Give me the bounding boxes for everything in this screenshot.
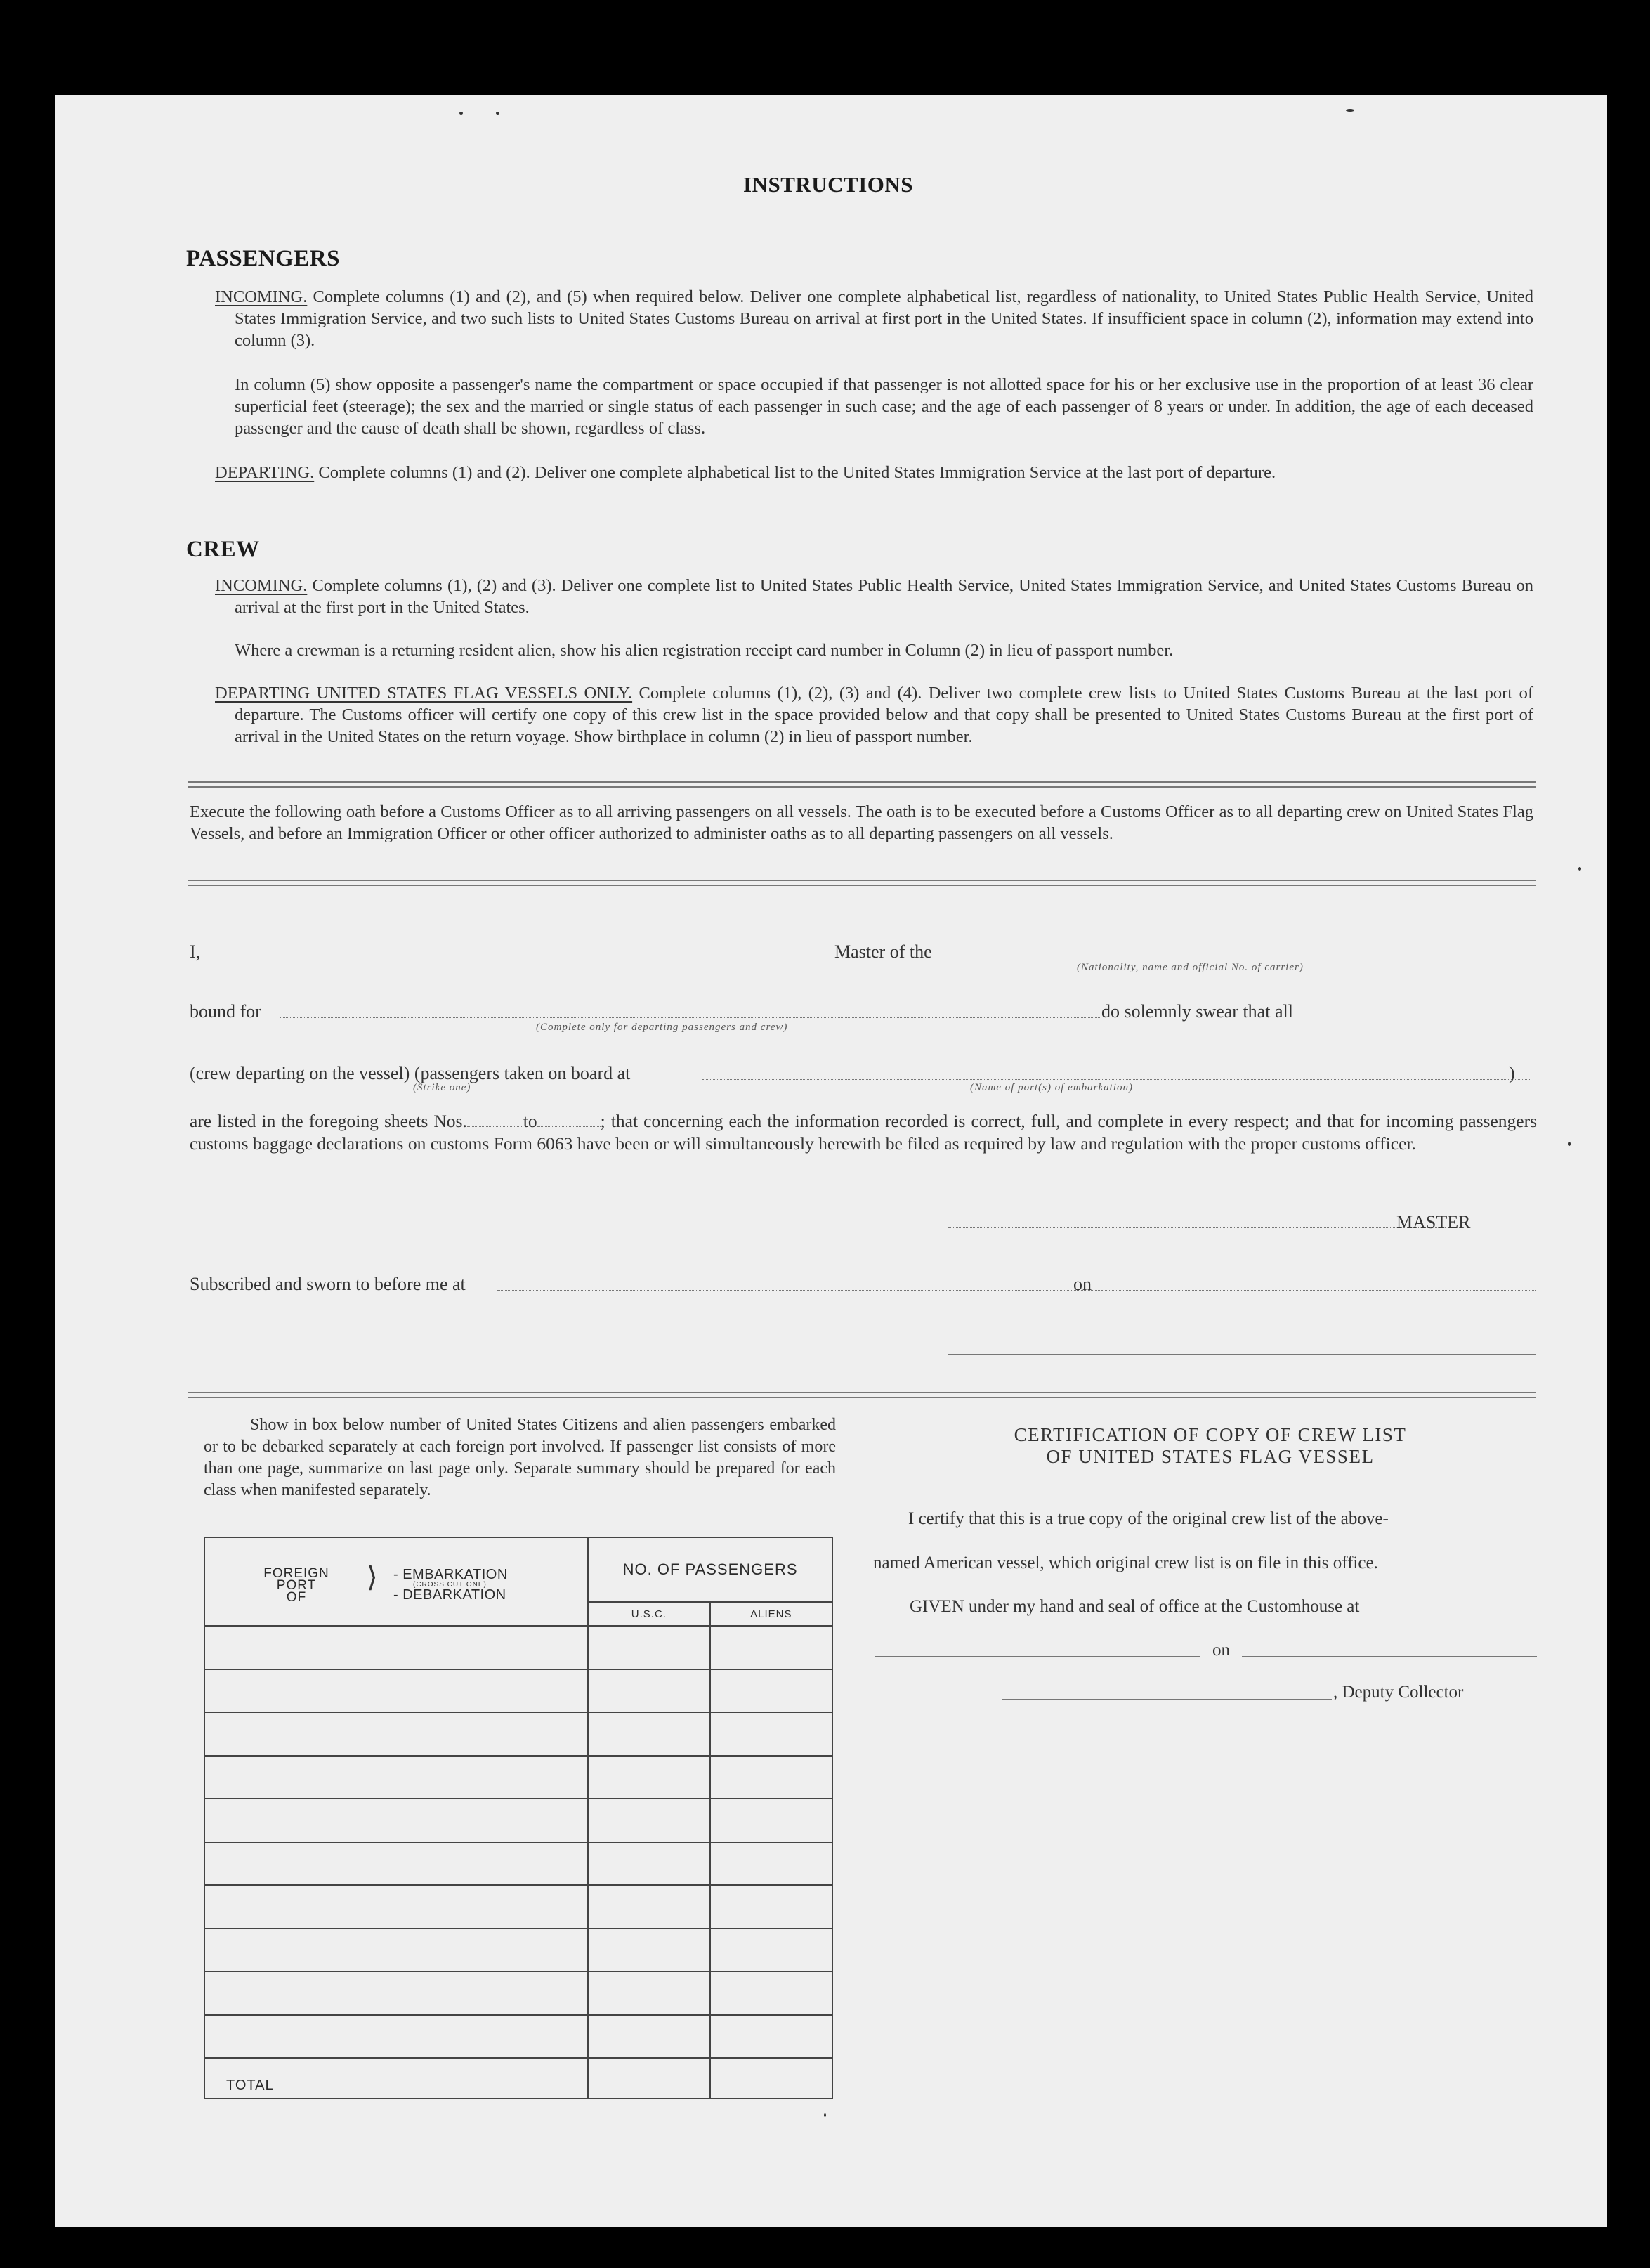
divider <box>188 781 1536 783</box>
passengers-departing-label: DEPARTING. <box>215 463 315 482</box>
certification-date-field[interactable] <box>1242 1656 1537 1657</box>
port-cell[interactable] <box>204 1799 588 1842</box>
no-of-passengers-header: NO. OF PASSENGERS <box>588 1537 832 1602</box>
crew-departing-text: Complete columns (1), (2), (3) and (4). Deliver two complete crew lists to United States Customs Bureau at the last port of departure. The Customs officer will certify one copy of this crew list in the space provided below and that copy shall be presented to United States Customs Bureau at the first port of arrival in the United States on the return voyage. Show birthplace in column (2) in lieu of passport number. <box>235 684 1533 746</box>
port-cell[interactable] <box>204 1929 588 1972</box>
crew-incoming-label: INCOMING. <box>215 576 308 595</box>
passengers-departing-paragraph <box>215 462 1533 483</box>
table-row <box>204 1885 832 1929</box>
port-caption: (Name of port(s) of embarkation) <box>970 1082 1133 1093</box>
close-paren: ) <box>1509 1063 1515 1083</box>
table-row <box>204 1972 832 2015</box>
usc-count-cell[interactable] <box>588 2015 709 2059</box>
port-label: PORT <box>276 1578 317 1593</box>
total-label: TOTAL <box>204 2058 588 2099</box>
port-cell[interactable] <box>204 1885 588 1929</box>
aliens-count-cell[interactable] <box>710 1712 832 1756</box>
total-aliens-cell[interactable] <box>710 2058 832 2099</box>
master-signature-field[interactable] <box>948 1227 1446 1228</box>
certification-on-label: on <box>1212 1641 1230 1660</box>
port-cell[interactable] <box>204 1972 588 2015</box>
aliens-count-cell[interactable] <box>710 1929 832 1972</box>
bracket-icon: ⟩ <box>367 1562 378 1593</box>
table-row <box>204 1929 832 1972</box>
table-row <box>204 1842 832 1886</box>
port-cell[interactable] <box>204 1669 588 1713</box>
do-swear-label: do solemnly swear that all <box>1101 1001 1293 1022</box>
table-row <box>204 1626 832 1669</box>
aliens-count-cell[interactable] <box>710 1842 832 1886</box>
crew-incoming-paragraph <box>215 575 1533 618</box>
deputy-collector-label: , Deputy Collector <box>1333 1683 1464 1702</box>
foreign-label: FOREIGN <box>263 1566 329 1581</box>
port-header-cell <box>204 1537 588 1626</box>
divider <box>188 885 1536 886</box>
subscribed-place-field[interactable] <box>497 1290 1117 1291</box>
oath-i-label: I, <box>190 941 201 962</box>
bound-for-label: bound for <box>190 1001 261 1022</box>
port-cell[interactable] <box>204 2015 588 2059</box>
usc-count-cell[interactable] <box>588 1972 709 2015</box>
deputy-collector-signature[interactable] <box>1002 1699 1332 1700</box>
usc-count-cell[interactable] <box>588 1626 709 1669</box>
crew-heading: CREW <box>186 537 260 562</box>
strike-caption: (Strike one) <box>413 1082 471 1093</box>
scan-speck <box>1578 867 1581 871</box>
customhouse-field[interactable] <box>875 1656 1200 1657</box>
aliens-count-cell[interactable] <box>710 1799 832 1842</box>
bound-caption: (Complete only for departing passengers and crew) <box>536 1022 788 1033</box>
passengers-heading: PASSENGERS <box>186 246 340 271</box>
divider <box>188 786 1536 788</box>
bound-for-field[interactable] <box>280 1017 1100 1018</box>
sheet-to-field[interactable] <box>537 1126 601 1127</box>
passengers-incoming-label: INCOMING. <box>215 287 308 306</box>
listed-text-b: ; that concerning each the information recorded is correct, full, and complete in every respect; and that for incoming passengers customs baggage declarations on customs Form 6063 have been or will simultaneously herewith be filed as required by law and regulation with the proper customs officer. <box>190 1111 1537 1154</box>
port-cell[interactable] <box>204 1626 588 1669</box>
aliens-count-cell[interactable] <box>710 1972 832 2015</box>
officer-signature-field[interactable] <box>948 1354 1536 1355</box>
crew-departing-label: (crew departing on the vessel) (passengers taken on board at <box>190 1063 631 1083</box>
usc-count-cell[interactable] <box>588 1842 709 1886</box>
crew-incoming-text: Complete columns (1), (2) and (3). Deliver one complete list to United States Public Health Service, United States Immigration Service, and United States Customs Bureau on arrival at the first port in the United States. <box>235 576 1533 617</box>
scan-speck <box>1568 1142 1571 1146</box>
table-row <box>204 2015 832 2059</box>
embarkation-port-field[interactable] <box>702 1079 1530 1080</box>
certification-given-text: GIVEN under my hand and seal of office at the Customhouse at <box>910 1597 1360 1616</box>
usc-count-cell[interactable] <box>588 1756 709 1799</box>
certification-text-line1: I certify that this is a true copy of the original crew list of the above- <box>908 1509 1389 1528</box>
debarkation-option[interactable]: - DEBARKATION <box>393 1587 506 1603</box>
crew-departing-label: DEPARTING UNITED STATES FLAG VESSELS ONLY. <box>215 684 633 703</box>
passenger-summary-table <box>204 1537 833 2099</box>
usc-count-cell[interactable] <box>588 1712 709 1756</box>
scan-speck <box>824 2113 826 2117</box>
scan-speck <box>496 112 499 115</box>
crew-resident-paragraph: Where a crewman is a returning resident alien, show his alien registration receipt card number in Column (2) in lieu of passport number. <box>235 641 1174 660</box>
subscribed-on-label: on <box>1073 1274 1092 1294</box>
aliens-count-cell[interactable] <box>710 1885 832 1929</box>
master-of-the-label: Master of the <box>834 941 932 962</box>
master-label: MASTER <box>1396 1212 1471 1232</box>
table-row <box>204 1756 832 1799</box>
aliens-count-cell[interactable] <box>710 1756 832 1799</box>
table-row <box>204 1712 832 1756</box>
aliens-count-cell[interactable] <box>710 1669 832 1713</box>
aliens-header: ALIENS <box>710 1602 832 1626</box>
page-title: INSTRUCTIONS <box>743 172 914 197</box>
scan-speck <box>459 112 463 115</box>
listed-paragraph <box>190 1110 1537 1155</box>
summary-instructions: Show in box below number of United States Citizens and alien passengers embarked or to be debarked separately at each foreign port involved. If passenger list consists of more than one page, summarize on last page only. Separate summary should be prepared for each class when manifested separately. <box>204 1416 836 1499</box>
oath-intro-paragraph: Execute the following oath before a Customs Officer as to all arriving passengers on all vessels. The oath is to be executed before a Customs Officer as to all departing crew on United States Flag Vessels, and before an Immigration Officer or other officer authorized to administer oaths as to all departing passengers on all vessels. <box>190 802 1533 843</box>
table-row <box>204 1669 832 1713</box>
usc-count-cell[interactable] <box>588 1669 709 1713</box>
listed-text-a: are listed in the foregoing sheets Nos. <box>190 1111 467 1131</box>
certification-text-line2: named American vessel, which original crew list is on file in this office. <box>873 1553 1378 1572</box>
passengers-column5-paragraph: In column (5) show opposite a passenger's name the compartment or space occupied if that passenger is not allotted space for his or her exclusive use in the proportion of at least 36 clear superficial feet (steerage); the sex and the married or single status of each passenger in such case; and the age of each passenger of 8 years or under. In addition, the age of each deceased passenger and the cause of death shall be shown, regardless of class. <box>235 375 1533 438</box>
table-row <box>204 1799 832 1842</box>
nationality-caption: (Nationality, name and official No. of carrier) <box>1077 962 1304 973</box>
usc-header: U.S.C. <box>588 1602 709 1626</box>
usc-count-cell[interactable] <box>588 1929 709 1972</box>
crew-departing-paragraph <box>215 682 1533 748</box>
certification-heading-line1: CERTIFICATION OF COPY OF CREW LIST <box>1014 1424 1407 1445</box>
sheet-from-field[interactable] <box>467 1126 523 1127</box>
cross-cut-note: (CROSS CUT ONE) <box>413 1581 487 1589</box>
port-cell[interactable] <box>204 1842 588 1886</box>
passengers-incoming-paragraph <box>215 286 1533 351</box>
of-label: OF <box>286 1590 307 1605</box>
embarkation-option[interactable]: - EMBARKATION <box>393 1567 508 1582</box>
divider <box>188 880 1536 881</box>
passengers-departing-text: Complete columns (1) and (2). Deliver one complete alphabetical list to the United States Immigration Service at the last port of departure. <box>314 463 1276 482</box>
form-sheet <box>55 95 1607 2227</box>
port-cell[interactable] <box>204 1712 588 1756</box>
passengers-incoming-text: Complete columns (1) and (2), and (5) when required below. Deliver one complete alphabetical list, regardless of nationality, to United States Public Health Service, United States Immigration Service, and two such lists to United States Customs Bureau on arrival at first port in the United States. If insufficient space in column (2), information may extend into column (3). <box>235 287 1533 350</box>
divider <box>188 1392 1536 1393</box>
usc-count-cell[interactable] <box>588 1799 709 1842</box>
total-usc-cell[interactable] <box>588 2058 709 2099</box>
subscribed-date-field[interactable] <box>1101 1290 1536 1291</box>
aliens-count-cell[interactable] <box>710 1626 832 1669</box>
certification-heading-line2: OF UNITED STATES FLAG VESSEL <box>1046 1446 1375 1467</box>
usc-count-cell[interactable] <box>588 1885 709 1929</box>
listed-to: to <box>523 1111 537 1131</box>
scan-speck <box>1346 109 1354 112</box>
aliens-count-cell[interactable] <box>710 2015 832 2059</box>
certification-heading <box>887 1424 1533 1468</box>
subscribed-label: Subscribed and sworn to before me at <box>190 1274 466 1294</box>
port-cell[interactable] <box>204 1756 588 1799</box>
divider <box>188 1397 1536 1398</box>
